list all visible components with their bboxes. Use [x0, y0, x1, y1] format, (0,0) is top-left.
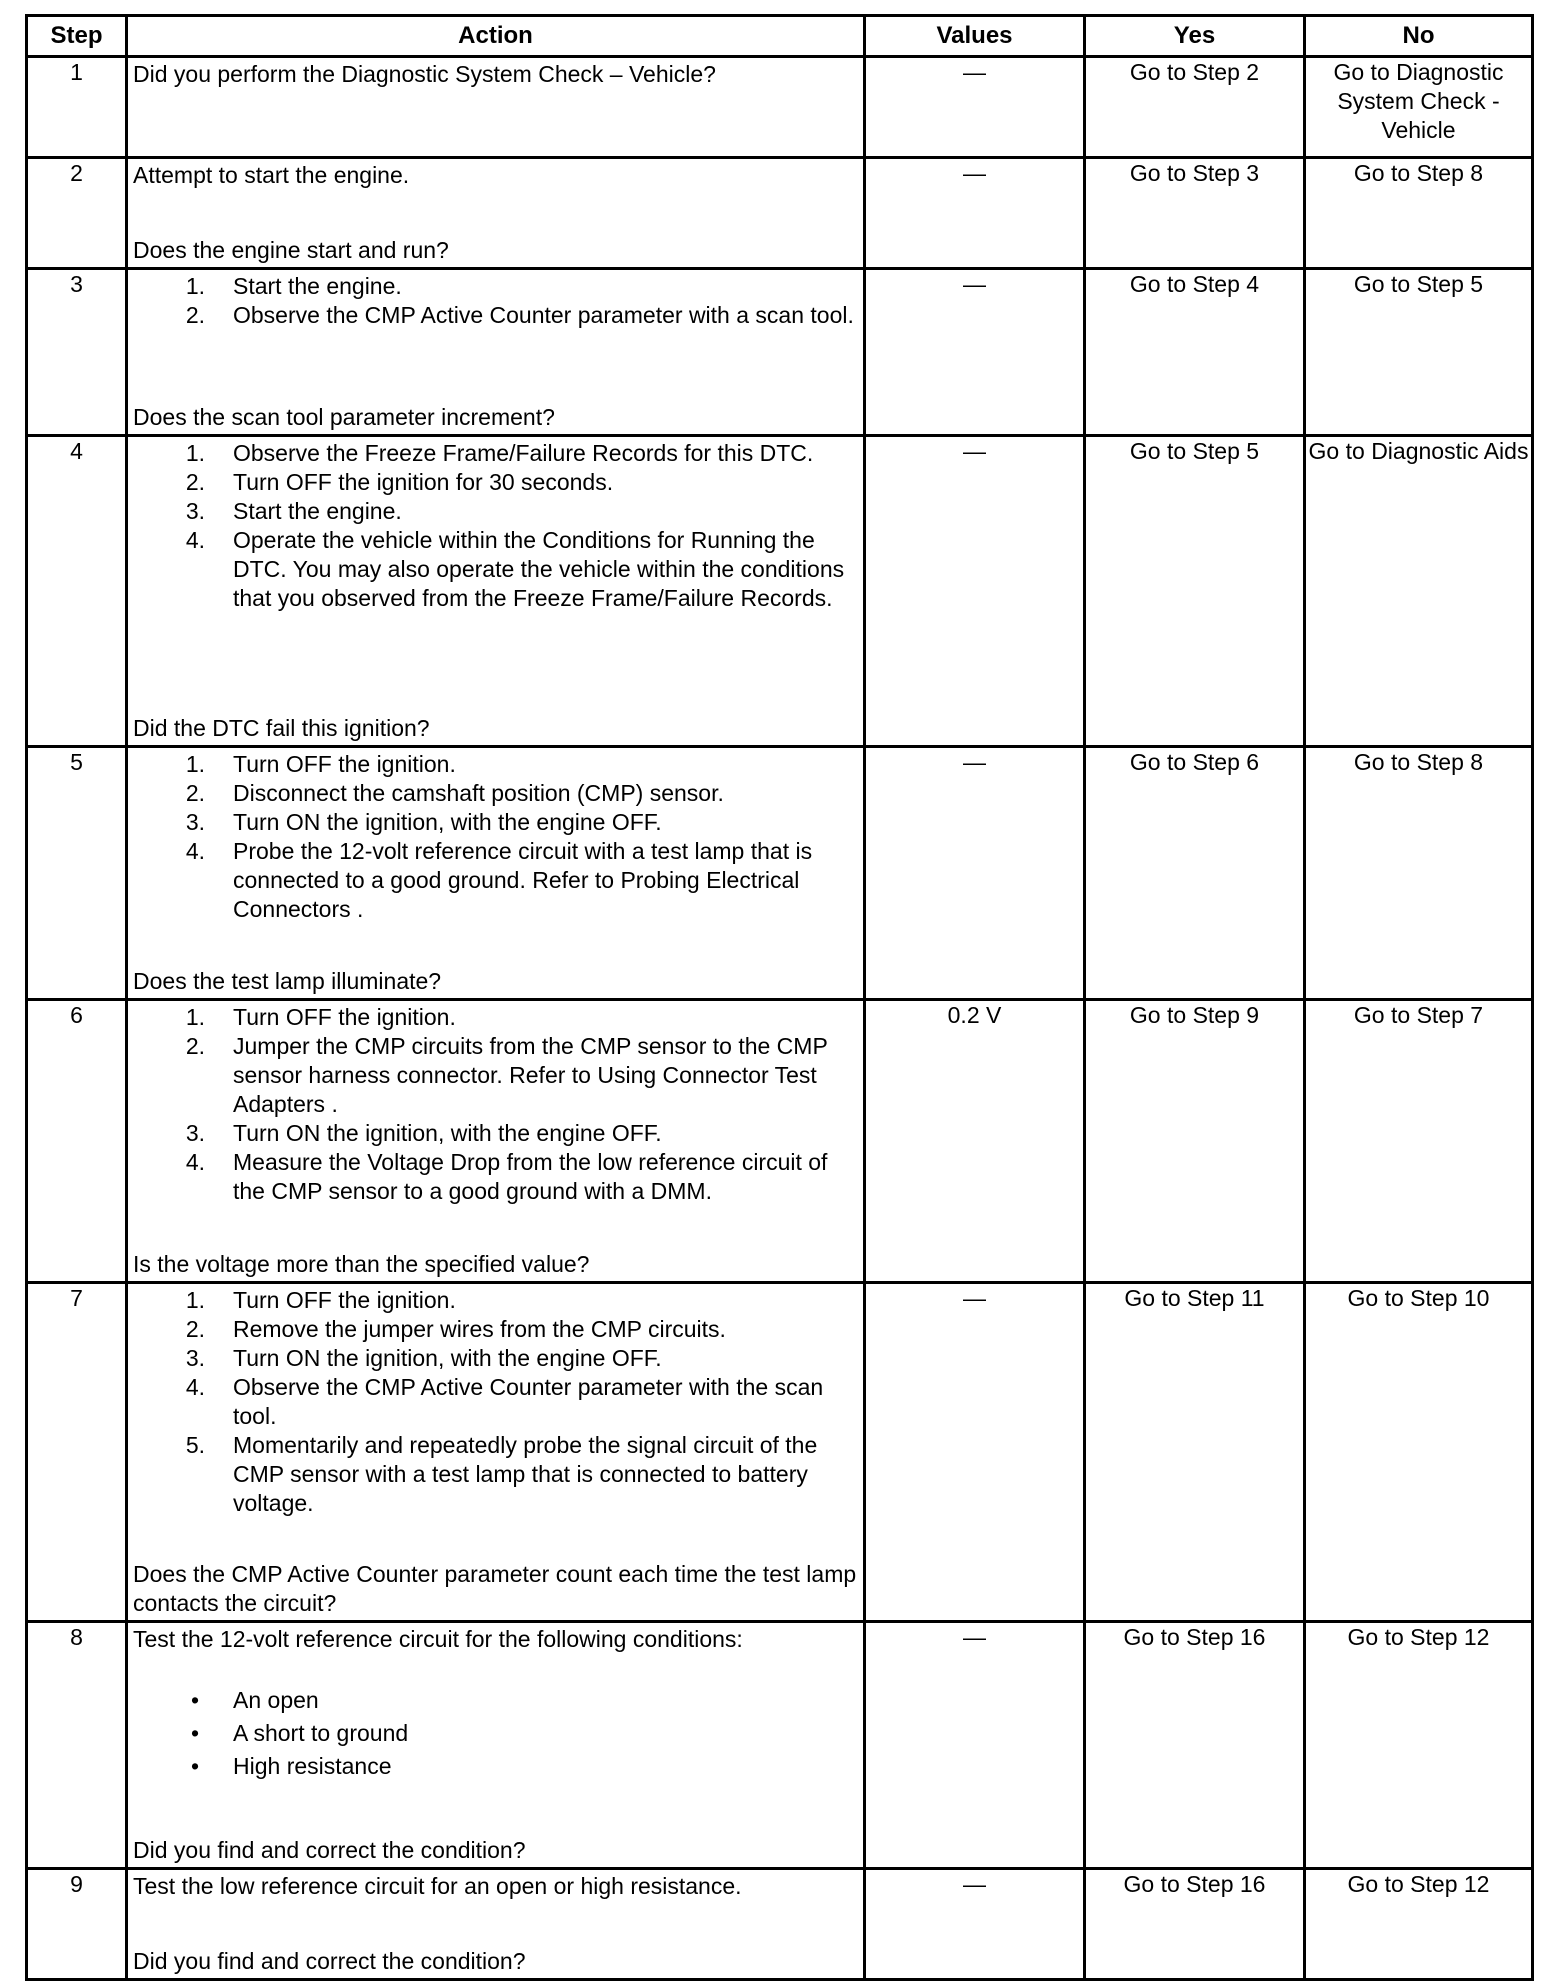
yes-link[interactable]: Go to Step 11 [1085, 1283, 1305, 1622]
table-row [27, 747, 1533, 1000]
step-number: 5 [27, 747, 127, 1000]
step-number: 2 [27, 158, 127, 269]
action-cell [127, 158, 865, 269]
list-item: 4. Measure the Voltage Drop from the low reference circuit of the CMP sensor to a good ground with a DMM. [185, 1149, 828, 1204]
yes-link[interactable]: Go to Step 6 [1085, 747, 1305, 1000]
action-steps [133, 1003, 859, 1206]
table-header-row [27, 16, 1533, 57]
yes-link[interactable]: Go to Step 3 [1085, 158, 1305, 269]
step-number: 8 [27, 1622, 127, 1869]
no-link[interactable]: Go to Step 7 [1305, 1000, 1533, 1283]
yes-link[interactable]: Go to Step 4 [1085, 269, 1305, 436]
step-number: 9 [27, 1869, 127, 1980]
no-link[interactable]: Go to Step 12 [1305, 1622, 1533, 1869]
list-item: 2. Observe the CMP Active Counter parameter with a scan tool. [185, 302, 854, 328]
diagnostic-table [25, 14, 1534, 1981]
action-question: Does the test lamp illuminate? [133, 968, 442, 994]
value-cell: — [865, 158, 1085, 269]
value-cell: 0.2 V [865, 1000, 1085, 1283]
list-item: 4. Observe the CMP Active Counter parameter with the scan tool. [185, 1374, 824, 1429]
value-cell: — [865, 1283, 1085, 1622]
value-cell: — [865, 269, 1085, 436]
action-steps [133, 439, 859, 613]
action-steps [133, 750, 859, 924]
table-row [27, 1622, 1533, 1869]
table-row [27, 57, 1533, 158]
no-link[interactable]: Go to Diagnostic Aids [1305, 436, 1533, 747]
header-no: No [1305, 16, 1533, 57]
header-step: Step [27, 16, 127, 57]
no-link[interactable]: Go to Step 8 [1305, 747, 1533, 1000]
action-question: Did the DTC fail this ignition? [133, 715, 430, 741]
list-item: 3. Turn ON the ignition, with the engine OFF. [185, 1345, 662, 1371]
no-link[interactable]: Go to Step 12 [1305, 1869, 1533, 1980]
action-cell [127, 269, 865, 436]
list-item: 2. Turn OFF the ignition for 30 seconds. [185, 469, 614, 495]
list-item: 1. Start the engine. [185, 273, 402, 299]
value-cell: — [865, 57, 1085, 158]
action-question: Is the voltage more than the specified value? [133, 1251, 590, 1277]
yes-link[interactable]: Go to Step 16 [1085, 1869, 1305, 1980]
step-number: 6 [27, 1000, 127, 1283]
action-question: Does the CMP Active Counter parameter count each time the test lamp contacts the circuit? [133, 1561, 857, 1616]
action-cell [127, 1283, 865, 1622]
no-link[interactable]: Go to Step 8 [1305, 158, 1533, 269]
step-number: 7 [27, 1283, 127, 1622]
table-row [27, 1000, 1533, 1283]
action-lead: Attempt to start the engine. [133, 162, 410, 188]
table-row [27, 1283, 1533, 1622]
list-item: 1. Turn OFF the ignition. [185, 1004, 456, 1030]
list-item: 2. Remove the jumper wires from the CMP circuits. [185, 1316, 726, 1342]
value-cell: — [865, 747, 1085, 1000]
list-item: • High resistance [190, 1753, 392, 1779]
step-number: 1 [27, 57, 127, 158]
action-question: Does the engine start and run? [133, 237, 449, 263]
value-cell: — [865, 1869, 1085, 1980]
action-lead: Did you perform the Diagnostic System Check – Vehicle? [133, 61, 716, 87]
action-question: Did you find and correct the condition? [133, 1837, 526, 1863]
list-item: 1. Turn OFF the ignition. [185, 1287, 456, 1313]
list-item: 4. Probe the 12-volt reference circuit with a test lamp that is connected to a good ground. Refer to Probing Electrical Connectors . [185, 838, 813, 922]
diagnostic-page [25, 14, 1531, 1981]
list-item: 2. Jumper the CMP circuits from the CMP sensor to the CMP sensor harness connector. Refer to Using Connector Test Adapters . [185, 1033, 828, 1117]
condition-list [133, 1684, 859, 1783]
action-cell [127, 1000, 865, 1283]
list-item: 3. Start the engine. [185, 498, 402, 524]
action-steps [133, 272, 859, 330]
action-cell [127, 747, 865, 1000]
action-cell [127, 1622, 865, 1869]
table-row [27, 436, 1533, 747]
yes-link[interactable]: Go to Step 5 [1085, 436, 1305, 747]
yes-link[interactable]: Go to Step 2 [1085, 57, 1305, 158]
step-number: 3 [27, 269, 127, 436]
list-item: 1. Observe the Freeze Frame/Failure Records for this DTC. [185, 440, 814, 466]
list-item: 5. Momentarily and repeatedly probe the signal circuit of the CMP sensor with a test lamp that is connected to battery voltage. [185, 1432, 818, 1516]
no-link[interactable]: Go to Diagnostic System Check - Vehicle [1305, 57, 1533, 158]
list-item: 3. Turn ON the ignition, with the engine OFF. [185, 1120, 662, 1146]
table-row [27, 269, 1533, 436]
header-yes: Yes [1085, 16, 1305, 57]
list-item: 4. Operate the vehicle within the Conditions for Running the DTC. You may also operate the vehicle within the conditions that you observed from the Freeze Frame/Failure Records. [185, 527, 845, 611]
action-cell [127, 1869, 865, 1980]
action-cell [127, 436, 865, 747]
table-row [27, 1869, 1533, 1980]
table-row [27, 158, 1533, 269]
no-link[interactable]: Go to Step 10 [1305, 1283, 1533, 1622]
list-item: 2. Disconnect the camshaft position (CMP) sensor. [185, 780, 724, 806]
list-item: 1. Turn OFF the ignition. [185, 751, 456, 777]
list-item: • A short to ground [190, 1720, 409, 1746]
header-action: Action [127, 16, 865, 57]
value-cell: — [865, 436, 1085, 747]
yes-link[interactable]: Go to Step 9 [1085, 1000, 1305, 1283]
action-cell [127, 57, 865, 158]
value-cell: — [865, 1622, 1085, 1869]
action-lead: Test the 12-volt reference circuit for the following conditions: [133, 1626, 743, 1652]
yes-link[interactable]: Go to Step 16 [1085, 1622, 1305, 1869]
action-steps [133, 1286, 859, 1518]
header-values: Values [865, 16, 1085, 57]
action-lead: Test the low reference circuit for an open or high resistance. [133, 1873, 742, 1899]
no-link[interactable]: Go to Step 5 [1305, 269, 1533, 436]
action-question: Does the scan tool parameter increment? [133, 404, 555, 430]
action-question: Did you find and correct the condition? [133, 1948, 526, 1974]
list-item: 3. Turn ON the ignition, with the engine OFF. [185, 809, 662, 835]
step-number: 4 [27, 436, 127, 747]
list-item: • An open [190, 1687, 319, 1713]
